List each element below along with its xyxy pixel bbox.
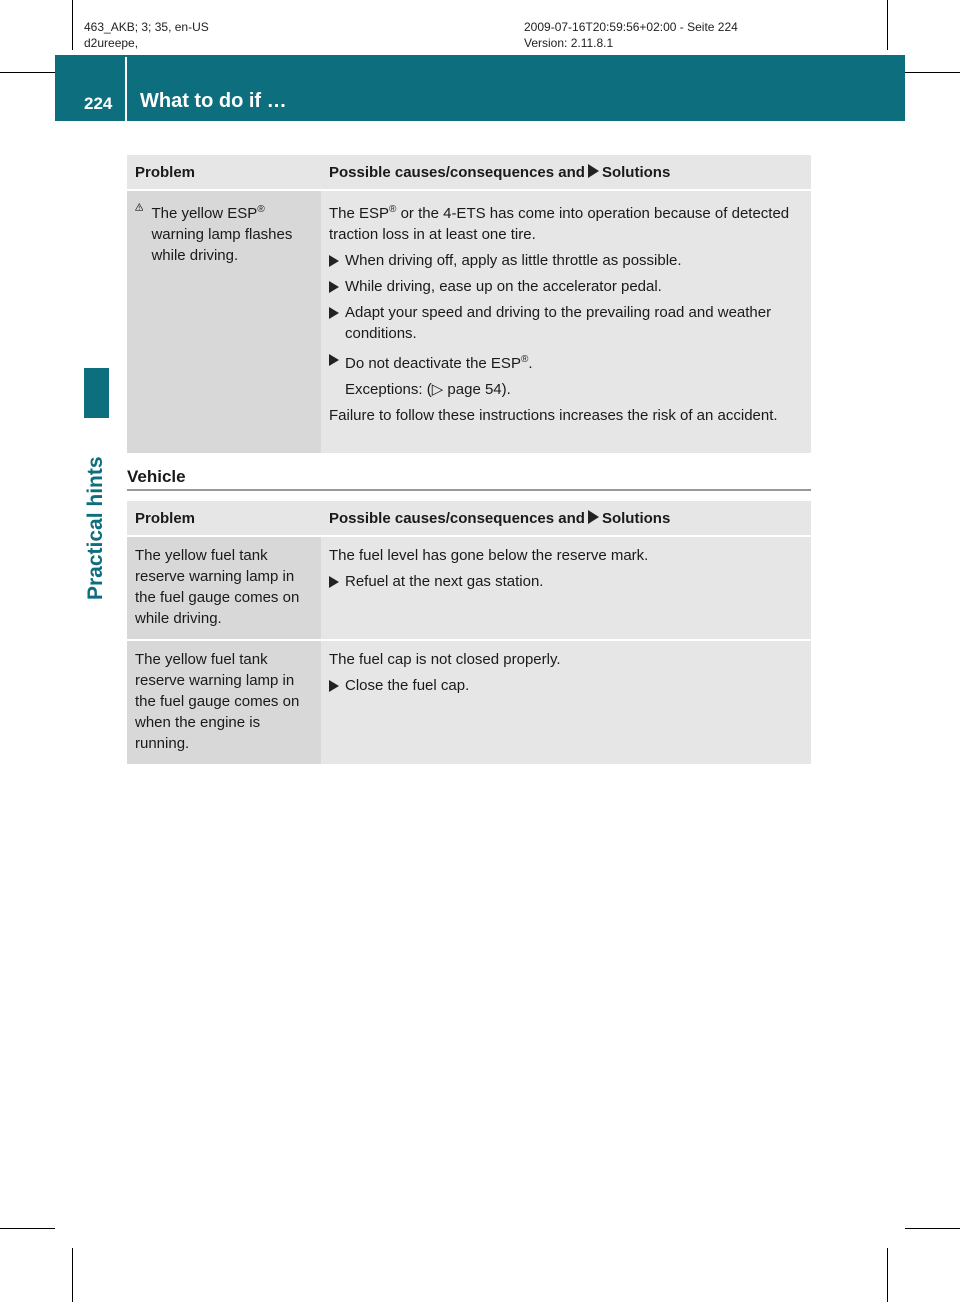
- esp-problem-table: [127, 155, 811, 455]
- solution-cell: [321, 191, 811, 455]
- page-title: What to do if …: [140, 90, 287, 112]
- cause-text: The fuel level has gone below the reserve mark.: [329, 547, 649, 564]
- solution-cell: [321, 641, 811, 766]
- problem-cell: The yellow fuel tank reserve warning lamp in the fuel gauge comes on when the engine is running.: [127, 641, 321, 766]
- arrow-icon: [329, 354, 339, 366]
- cause-text: The ESP® or the 4-ETS has come into operation because of detected traction loss in at least one tire.: [329, 204, 790, 243]
- arrow-icon: [329, 307, 339, 319]
- col-header-problem: Problem: [127, 155, 321, 191]
- col-header-solutions: Possible causes/consequences and Solutions: [321, 155, 811, 191]
- crop-mark: [905, 1228, 960, 1229]
- doc-meta-left-1: 463_AKB; 3; 35, en-US: [84, 20, 209, 34]
- crop-mark: [72, 0, 73, 50]
- warning-triangle-icon: [135, 199, 143, 215]
- cause-text: The fuel cap is not closed properly.: [329, 651, 561, 668]
- risk-warning: Failure to follow these instructions increases the risk of an accident.: [329, 407, 778, 424]
- solution-step: Close the fuel cap.: [329, 675, 805, 696]
- table-row: [127, 191, 811, 455]
- col-header-solutions: Possible causes/consequences and Solutions: [321, 501, 811, 537]
- solution-cell: [321, 537, 811, 641]
- solution-step: While driving, ease up on the accelerator pedal.: [329, 276, 805, 297]
- vehicle-problem-table: [127, 501, 811, 766]
- doc-meta-right-1: 2009-07-16T20:59:56+02:00 - Seite 224: [524, 20, 738, 34]
- solution-step: When driving off, apply as little throttle as possible.: [329, 250, 805, 271]
- section-rule: [127, 489, 811, 491]
- crop-mark: [0, 1228, 55, 1229]
- table-row: [127, 537, 811, 641]
- crop-mark: [887, 0, 888, 50]
- solution-step: Adapt your speed and driving to the prevailing road and weather conditions.: [329, 302, 805, 344]
- problem-cell: [127, 191, 321, 455]
- arrow-icon: [329, 576, 339, 588]
- arrow-icon: [588, 510, 599, 524]
- crop-mark: [72, 1248, 73, 1302]
- crop-mark: [887, 1248, 888, 1302]
- exceptions-note: Exceptions: (▷ page 54).: [345, 381, 511, 398]
- solution-step: Do not deactivate the ESP®.: [329, 349, 805, 374]
- problem-cell: The yellow fuel tank reserve warning lamp in the fuel gauge comes on while driving.: [127, 537, 321, 641]
- crop-mark: [0, 72, 55, 73]
- col-header-problem: Problem: [127, 501, 321, 537]
- header-divider: [125, 57, 127, 121]
- page-ref-icon: ▷: [431, 381, 444, 398]
- page-number: 224: [84, 94, 113, 113]
- arrow-icon: [588, 164, 599, 178]
- arrow-icon: [329, 281, 339, 293]
- doc-meta-left-2: d2ureepe,: [84, 36, 139, 50]
- registered-mark: ®: [257, 204, 265, 215]
- crop-mark: [905, 72, 960, 73]
- side-section-label: Practical hints: [84, 456, 107, 600]
- arrow-icon: [329, 255, 339, 267]
- problem-text-cont: warning lamp flashes while driving.: [151, 226, 293, 264]
- problem-text: The yellow ESP: [151, 205, 258, 222]
- doc-meta-right-2: Version: 2.11.8.1: [524, 36, 614, 50]
- table-row: [127, 641, 811, 766]
- section-heading-vehicle: Vehicle: [127, 467, 186, 486]
- solution-step: Refuel at the next gas station.: [329, 571, 805, 592]
- arrow-icon: [329, 680, 339, 692]
